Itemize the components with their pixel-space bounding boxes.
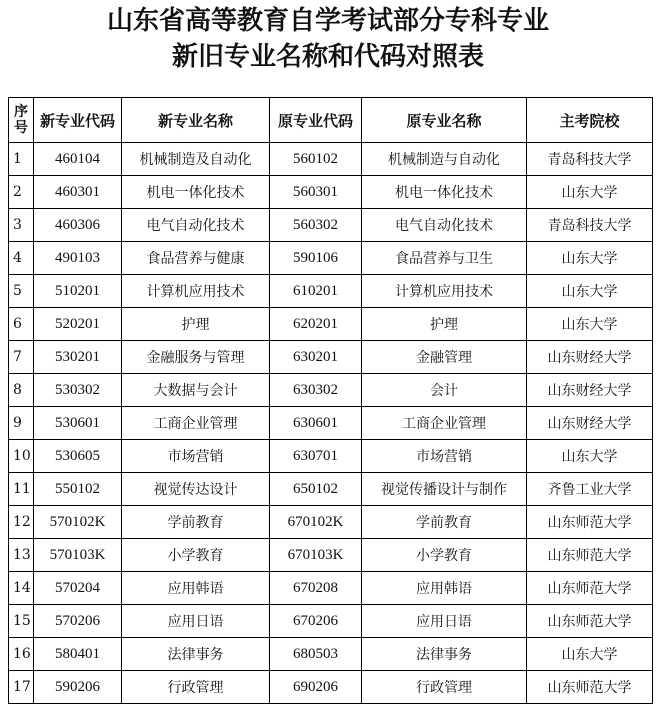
cell-new-name: 行政管理 bbox=[122, 671, 270, 704]
cell-seq: 1 bbox=[9, 143, 34, 176]
table-row bbox=[9, 506, 653, 539]
cell-exam-school: 山东大学 bbox=[527, 242, 653, 275]
table-row bbox=[9, 605, 653, 638]
cell-old-code: 560302 bbox=[270, 209, 362, 242]
cell-new-code: 530302 bbox=[34, 374, 122, 407]
cell-old-name: 计算机应用技术 bbox=[362, 275, 527, 308]
cell-old-name: 市场营销 bbox=[362, 440, 527, 473]
cell-new-code: 460301 bbox=[34, 176, 122, 209]
table-row bbox=[9, 176, 653, 209]
cell-old-name: 机电一体化技术 bbox=[362, 176, 527, 209]
cell-new-code: 570204 bbox=[34, 572, 122, 605]
table-row bbox=[9, 671, 653, 704]
cell-new-name: 小学教育 bbox=[122, 539, 270, 572]
header-seq: 序号 bbox=[9, 98, 34, 143]
cell-new-code: 460104 bbox=[34, 143, 122, 176]
cell-seq: 4 bbox=[9, 242, 34, 275]
cell-exam-school: 山东财经大学 bbox=[527, 374, 653, 407]
cell-new-code: 520201 bbox=[34, 308, 122, 341]
cell-new-code: 570102K bbox=[34, 506, 122, 539]
table-row bbox=[9, 308, 653, 341]
cell-new-code: 530201 bbox=[34, 341, 122, 374]
cell-old-code: 620201 bbox=[270, 308, 362, 341]
cell-seq: 15 bbox=[9, 605, 34, 638]
table-header-row bbox=[9, 98, 653, 143]
cell-new-name: 机电一体化技术 bbox=[122, 176, 270, 209]
table-row bbox=[9, 242, 653, 275]
cell-old-code: 630201 bbox=[270, 341, 362, 374]
cell-new-code: 550102 bbox=[34, 473, 122, 506]
table-row bbox=[9, 473, 653, 506]
cell-seq: 16 bbox=[9, 638, 34, 671]
cell-new-name: 应用日语 bbox=[122, 605, 270, 638]
cell-exam-school: 齐鲁工业大学 bbox=[527, 473, 653, 506]
cell-exam-school: 山东大学 bbox=[527, 308, 653, 341]
table-row bbox=[9, 275, 653, 308]
cell-exam-school: 山东师范大学 bbox=[527, 572, 653, 605]
cell-exam-school: 山东大学 bbox=[527, 176, 653, 209]
cell-exam-school: 山东大学 bbox=[527, 638, 653, 671]
cell-old-name: 金融管理 bbox=[362, 341, 527, 374]
cell-new-name: 市场营销 bbox=[122, 440, 270, 473]
cell-exam-school: 山东财经大学 bbox=[527, 407, 653, 440]
cell-old-code: 680503 bbox=[270, 638, 362, 671]
cell-seq: 3 bbox=[9, 209, 34, 242]
cell-new-name: 视觉传达设计 bbox=[122, 473, 270, 506]
header-old-code: 原专业代码 bbox=[270, 98, 362, 143]
table-row bbox=[9, 572, 653, 605]
document-title-line-2: 新旧专业名称和代码对照表 bbox=[171, 42, 484, 72]
cell-new-name: 工商企业管理 bbox=[122, 407, 270, 440]
cell-new-name: 机械制造及自动化 bbox=[122, 143, 270, 176]
cell-old-code: 690206 bbox=[270, 671, 362, 704]
cell-old-code: 630701 bbox=[270, 440, 362, 473]
cell-seq: 2 bbox=[9, 176, 34, 209]
cell-old-code: 560102 bbox=[270, 143, 362, 176]
cell-exam-school: 青岛科技大学 bbox=[527, 143, 653, 176]
cell-old-name: 食品营养与卫生 bbox=[362, 242, 527, 275]
cell-old-name: 会计 bbox=[362, 374, 527, 407]
header-old-name: 原专业名称 bbox=[362, 98, 527, 143]
major-code-comparison-table bbox=[8, 97, 653, 704]
cell-old-code: 610201 bbox=[270, 275, 362, 308]
cell-new-code: 530605 bbox=[34, 440, 122, 473]
table-row bbox=[9, 209, 653, 242]
cell-new-code: 460306 bbox=[34, 209, 122, 242]
cell-seq: 6 bbox=[9, 308, 34, 341]
cell-old-code: 670206 bbox=[270, 605, 362, 638]
table-row bbox=[9, 374, 653, 407]
cell-old-name: 机械制造与自动化 bbox=[362, 143, 527, 176]
cell-seq: 17 bbox=[9, 671, 34, 704]
cell-exam-school: 山东师范大学 bbox=[527, 539, 653, 572]
cell-new-code: 570103K bbox=[34, 539, 122, 572]
cell-exam-school: 山东师范大学 bbox=[527, 605, 653, 638]
cell-new-code: 570206 bbox=[34, 605, 122, 638]
cell-seq: 8 bbox=[9, 374, 34, 407]
cell-old-name: 行政管理 bbox=[362, 671, 527, 704]
cell-old-code: 560301 bbox=[270, 176, 362, 209]
cell-new-code: 530601 bbox=[34, 407, 122, 440]
cell-exam-school: 山东师范大学 bbox=[527, 671, 653, 704]
header-new-name: 新专业名称 bbox=[122, 98, 270, 143]
cell-old-name: 小学教育 bbox=[362, 539, 527, 572]
cell-seq: 14 bbox=[9, 572, 34, 605]
cell-new-name: 法律事务 bbox=[122, 638, 270, 671]
cell-exam-school: 青岛科技大学 bbox=[527, 209, 653, 242]
header-exam-school: 主考院校 bbox=[527, 98, 653, 143]
cell-old-name: 法律事务 bbox=[362, 638, 527, 671]
cell-old-code: 670102K bbox=[270, 506, 362, 539]
cell-old-code: 670208 bbox=[270, 572, 362, 605]
cell-old-code: 630302 bbox=[270, 374, 362, 407]
cell-old-name: 应用日语 bbox=[362, 605, 527, 638]
cell-new-code: 510201 bbox=[34, 275, 122, 308]
cell-exam-school: 山东师范大学 bbox=[527, 506, 653, 539]
cell-new-name: 计算机应用技术 bbox=[122, 275, 270, 308]
cell-seq: 11 bbox=[9, 473, 34, 506]
cell-old-name: 应用韩语 bbox=[362, 572, 527, 605]
cell-seq: 13 bbox=[9, 539, 34, 572]
cell-old-name: 护理 bbox=[362, 308, 527, 341]
cell-seq: 9 bbox=[9, 407, 34, 440]
cell-new-name: 大数据与会计 bbox=[122, 374, 270, 407]
cell-new-name: 金融服务与管理 bbox=[122, 341, 270, 374]
table-row bbox=[9, 440, 653, 473]
cell-seq: 12 bbox=[9, 506, 34, 539]
cell-new-name: 电气自动化技术 bbox=[122, 209, 270, 242]
table-row bbox=[9, 143, 653, 176]
cell-new-name: 食品营养与健康 bbox=[122, 242, 270, 275]
cell-old-name: 视觉传播设计与制作 bbox=[362, 473, 527, 506]
cell-exam-school: 山东财经大学 bbox=[527, 341, 653, 374]
table-row bbox=[9, 407, 653, 440]
cell-new-code: 590206 bbox=[34, 671, 122, 704]
cell-new-name: 应用韩语 bbox=[122, 572, 270, 605]
table-row bbox=[9, 341, 653, 374]
cell-old-name: 学前教育 bbox=[362, 506, 527, 539]
cell-new-name: 护理 bbox=[122, 308, 270, 341]
cell-seq: 5 bbox=[9, 275, 34, 308]
header-new-code: 新专业代码 bbox=[34, 98, 122, 143]
cell-new-name: 学前教育 bbox=[122, 506, 270, 539]
cell-old-code: 670103K bbox=[270, 539, 362, 572]
cell-old-name: 工商企业管理 bbox=[362, 407, 527, 440]
table-row bbox=[9, 539, 653, 572]
cell-new-code: 490103 bbox=[34, 242, 122, 275]
cell-exam-school: 山东大学 bbox=[527, 440, 653, 473]
cell-old-code: 590106 bbox=[270, 242, 362, 275]
cell-new-code: 580401 bbox=[34, 638, 122, 671]
cell-seq: 10 bbox=[9, 440, 34, 473]
document-title-line-1: 山东省高等教育自学考试部分专科专业 bbox=[106, 6, 549, 36]
cell-seq: 7 bbox=[9, 341, 34, 374]
table-row bbox=[9, 638, 653, 671]
cell-old-code: 630601 bbox=[270, 407, 362, 440]
cell-old-name: 电气自动化技术 bbox=[362, 209, 527, 242]
cell-old-code: 650102 bbox=[270, 473, 362, 506]
cell-exam-school: 山东大学 bbox=[527, 275, 653, 308]
